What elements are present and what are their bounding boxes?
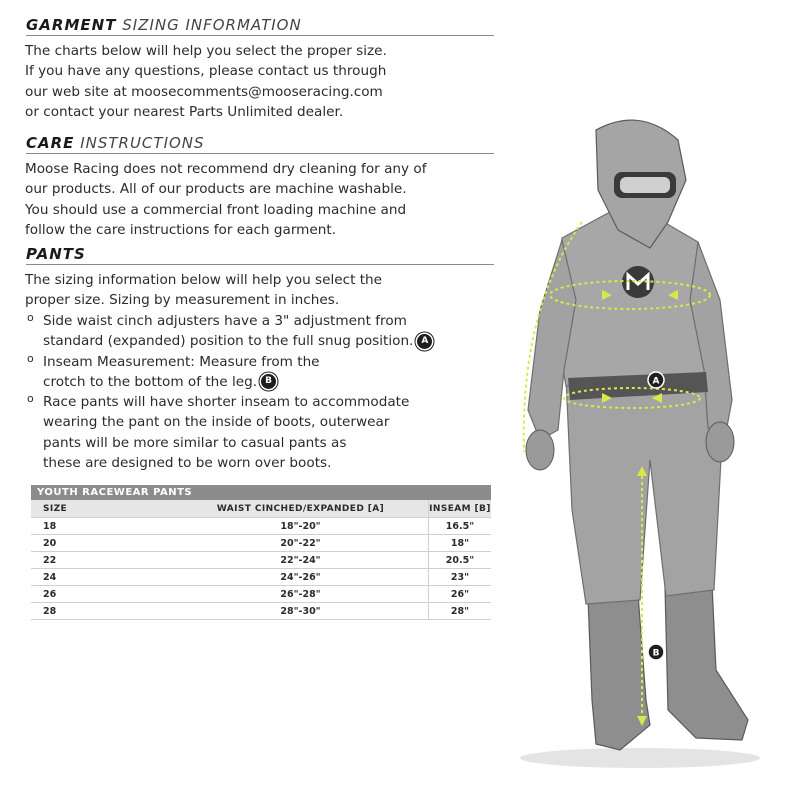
cell-inseam: 16.5" [429,518,492,535]
care-line: You should use a commercial front loading machine and [25,201,407,218]
bullet-line: Race pants will have shorter inseam to accommodate [43,394,410,411]
cell-waist: 28"-30" [173,603,429,620]
bullet-item [25,352,495,393]
bullet-item [25,392,495,473]
care-line: our products. All of our products are machine washable. [25,181,407,198]
bullet-mark: o [27,311,34,324]
bullet-item [25,311,495,352]
table-row [31,586,491,603]
cell-waist: 22"-24" [173,552,429,569]
cell-inseam: 20.5" [429,552,492,569]
care-heading-light: INSTRUCTIONS [80,134,205,152]
garment-heading [26,16,494,36]
figure-badge-b-text: B [652,648,660,659]
rider-figure-icon [500,110,786,785]
goggle-lens [620,177,670,193]
garment-line: The charts below will help you select the proper size. [25,43,387,59]
table-row [31,535,491,552]
garment-text [25,41,495,122]
pants-intro [25,270,495,311]
pants-intro-line: proper size. Sizing by measurement in inches. [25,292,340,309]
care-line: follow the care instructions for each garment. [25,221,337,238]
bullet-line [43,372,495,392]
table-row [31,552,491,569]
cell-size: 24 [31,569,173,586]
header-waist: WAIST CINCHED/EXPANDED [A] [173,500,429,518]
right-boot [665,584,748,740]
cell-waist: 20"-22" [173,535,429,552]
header-inseam: INSEAM [B] [429,500,492,518]
bullet-line: Inseam Measurement: Measure from the [43,353,320,370]
care-line: Moose Racing does not recommend dry cleaning for any of [25,161,427,177]
header-size: SIZE [31,500,173,518]
care-text [25,159,495,240]
cell-size: 26 [31,586,173,603]
right-glove [706,422,734,462]
bullet-mark: o [27,351,34,365]
garment-line: our web site at moosecomments@mooseracing.com [25,83,383,100]
figure-badge-a-text: A [652,376,660,387]
cell-waist: 26"-28" [173,586,429,603]
cell-size: 28 [31,603,173,620]
cell-inseam: 28" [429,603,492,620]
garment-line: If you have any questions, please contact us through [25,63,387,80]
cell-waist: 18"-20" [173,518,429,535]
garment-line: or contact your nearest Parts Unlimited dealer. [25,103,344,120]
cell-size: 22 [31,552,173,569]
table-row [31,569,491,586]
pants-bullets [25,311,495,473]
table-row [31,603,491,620]
pants-intro-line: The sizing information below will help you select the [25,272,383,288]
bullet-line [43,331,495,351]
care-heading-bold: CARE [26,134,75,152]
bullet-line: these are designed to be worn over boots. [43,455,332,472]
left-boot [588,594,650,750]
cell-waist: 24"-26" [173,569,429,586]
pants-heading-bold: PANTS [26,245,86,263]
cell-inseam: 26" [429,586,492,603]
badge-a-icon: A [417,334,432,349]
bullet-line: wearing the pant on the inside of boots, outerwear [43,414,390,431]
figure-badge-b-icon [648,644,664,660]
figure-badge-a-icon [648,372,664,388]
bullet-line: pants will be more similar to casual pants as [43,434,347,451]
bullet-mark: o [27,392,34,406]
cell-size: 18 [31,518,173,535]
garment-heading-bold: GARMENT [26,16,117,34]
rider-illustration [500,110,786,785]
pants-shape [566,372,722,604]
badge-b-icon: B [261,374,276,389]
bullet-line-text: standard (expanded) position to the full snug position. [43,333,414,350]
bullet-line-text: crotch to the bottom of the leg. [43,373,258,390]
pants-heading [26,245,494,265]
size-table-grid [31,500,491,620]
ground-shadow [520,748,760,768]
garment-heading-light: SIZING INFORMATION [122,16,302,34]
size-table [31,485,491,620]
care-heading [26,134,494,154]
table-row [31,518,491,535]
bullet-line: Side waist cinch adjusters have a 3" adjustment from [43,313,407,329]
cell-inseam: 18" [429,535,492,552]
table-title: YOUTH RACEWEAR PANTS [31,485,491,500]
table-header-row [31,500,491,518]
cell-inseam: 23" [429,569,492,586]
cell-size: 20 [31,535,173,552]
left-glove [526,430,554,470]
